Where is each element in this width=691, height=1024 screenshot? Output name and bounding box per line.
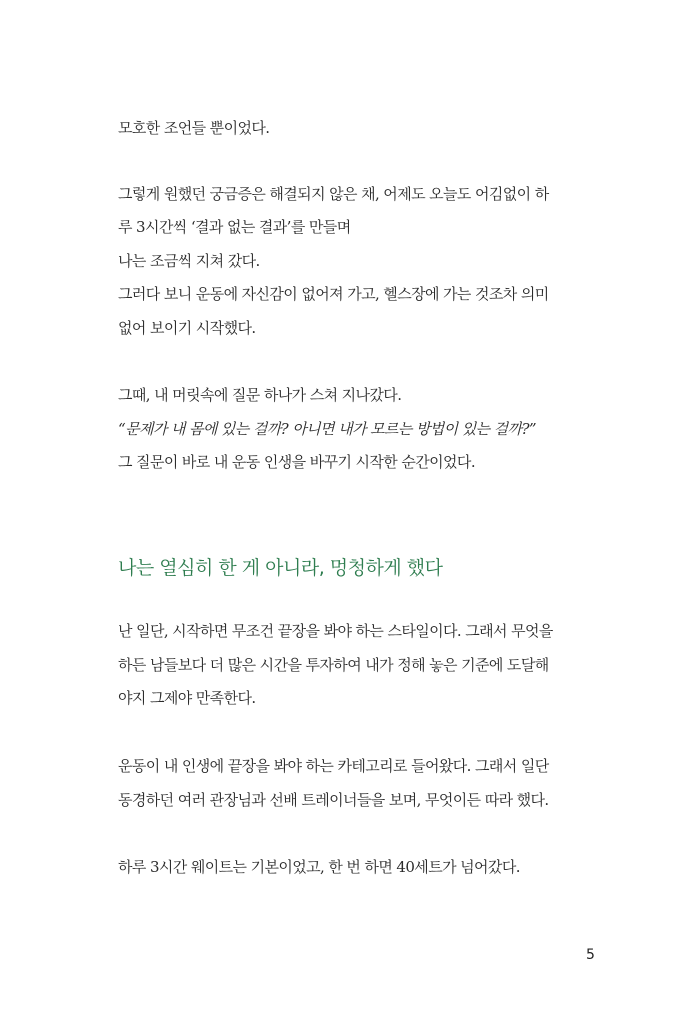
paragraph-line: 나는 조금씩 지쳐 갔다. [118,252,260,270]
paragraph-line: 난 일단, 시작하면 무조건 끝장을 봐야 하는 스타일이다. 그래서 무엇을 [118,622,553,640]
paragraph-line: 동경하던 여러 관장님과 선배 트레이너들을 보며, 무엇이든 따라 했다. [118,791,549,809]
paragraph-line: 그러다 보니 운동에 자신감이 없어져 가고, 헬스장에 가는 것조차 의미 [118,285,549,303]
paragraph-line: 그때, 내 머릿속에 질문 하나가 스쳐 지나갔다. [118,386,402,404]
paragraph-line: 없어 보이기 시작했다. [118,319,256,337]
paragraph-line: 야지 그제야 만족한다. [118,689,256,707]
page-number: 5 [586,947,595,963]
section-heading: 나는 열심히 한 게 아니라, 멍청하게 했다 [118,557,443,579]
paragraph-line: 그렇게 원했던 궁금증은 해결되지 않은 채, 어제도 오늘도 어김없이 하 [118,185,549,203]
paragraph-line: 하루 3시간 웨이트는 기본이었고, 한 번 하면 40세트가 넘어갔다. [118,858,520,876]
paragraph-line: 루 3시간씩 ‘결과 없는 결과’를 만들며 [118,218,351,236]
quote-line: “문제가 내 몸에 있는 걸까? 아니면 내가 모르는 방법이 있는 걸까?” [118,420,536,438]
paragraph-line: 그 질문이 바로 내 운동 인생을 바꾸기 시작한 순간이었다. [118,453,475,471]
paragraph-line: 모호한 조언들 뿐이었다. [118,119,270,137]
paragraph-line: 하든 남들보다 더 많은 시간을 투자하여 내가 정해 놓은 기준에 도달해 [118,656,549,674]
paragraph-line: 운동이 내 인생에 끝장을 봐야 하는 카테고리로 들어왔다. 그래서 일단 [118,757,549,775]
